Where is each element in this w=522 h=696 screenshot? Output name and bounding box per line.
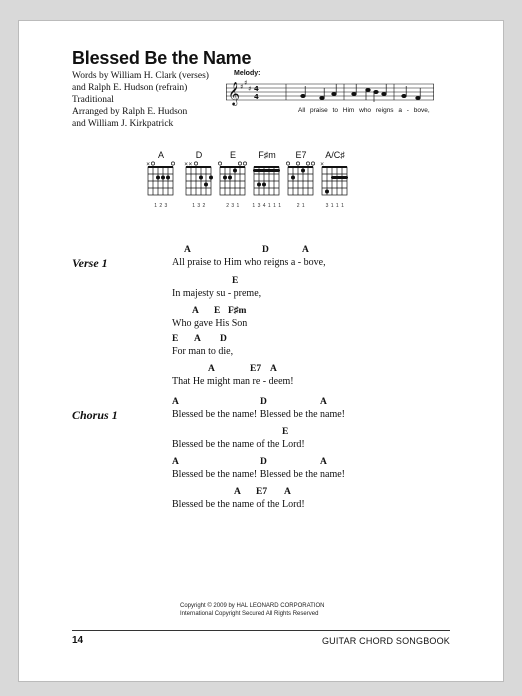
chord-symbol: A xyxy=(270,364,277,374)
chord-symbol: A xyxy=(284,487,291,497)
chord-symbol: A xyxy=(320,397,327,407)
fretboard-grid xyxy=(184,161,214,197)
chord-fingering: 3 1 1 1 xyxy=(325,203,345,209)
credit-line: Arranged by Ralph E. Hudson xyxy=(72,107,188,117)
chord-fingering: 1 3 2 xyxy=(192,203,206,209)
chord-name: A/C♯ xyxy=(325,150,345,160)
lyric-line xyxy=(172,245,326,269)
lyric-text: In majesty su - preme, xyxy=(172,288,262,299)
credit-line: and Ralph E. Hudson (refrain) xyxy=(72,83,188,93)
svg-text:𝄞: 𝄞 xyxy=(228,81,240,105)
fretboard-grid xyxy=(286,161,316,197)
fretboard-grid xyxy=(218,161,248,197)
chord-row xyxy=(172,427,305,439)
chord-diagram-d xyxy=(184,150,214,209)
svg-text:××: ×× xyxy=(184,161,193,168)
melody-lyric: All praise to Him who reigns a - bove, xyxy=(298,107,430,114)
chord-fingering: 1 2 3 xyxy=(154,203,168,209)
melody-staff xyxy=(226,78,436,106)
lyric-text: That He might man re - deem! xyxy=(172,376,294,387)
credit-line: and William J. Kirkpatrick xyxy=(72,119,174,129)
chord-symbol: E7 xyxy=(256,487,268,497)
chord-diagram-a xyxy=(146,150,176,209)
chord-symbol: A xyxy=(172,457,179,467)
section-label-verse: Verse 1 xyxy=(72,256,108,270)
fretboard-grid xyxy=(252,161,282,197)
fretboard-grid xyxy=(146,161,176,197)
chord-symbol: A xyxy=(208,364,215,374)
chord-symbol: D xyxy=(260,457,267,467)
chord-fingering: 2 1 xyxy=(296,203,306,209)
lyric-line xyxy=(172,306,247,330)
svg-text:♯: ♯ xyxy=(240,83,244,91)
copyright-line: International Copyright Secured All Rights Reserved xyxy=(180,611,319,617)
chord-symbol: D xyxy=(220,334,227,344)
svg-text:4: 4 xyxy=(254,93,259,101)
svg-text:×: × xyxy=(320,161,325,168)
chord-diagram-f-sharp-m xyxy=(252,150,282,209)
credit-line: Words by William H. Clark (verses) xyxy=(72,71,209,81)
lyric-line xyxy=(172,276,261,300)
book-title: GUITAR CHORD SONGBOOK xyxy=(321,636,450,646)
lyric-text: All praise to Him who reigns a - bove, xyxy=(172,257,326,268)
lyric-line xyxy=(172,457,345,481)
lyric-text: Blessed be the name! Blessed be the name! xyxy=(172,469,345,480)
svg-text:×: × xyxy=(146,161,151,168)
chord-row xyxy=(172,457,345,469)
chord-name: A xyxy=(157,150,164,160)
chord-row xyxy=(172,245,326,257)
lyric-line xyxy=(172,364,294,388)
chord-row xyxy=(172,397,345,409)
chord-symbol: D xyxy=(262,245,269,255)
lyric-line xyxy=(172,487,305,511)
svg-text:4: 4 xyxy=(254,85,259,93)
page-number: 14 xyxy=(72,635,84,646)
svg-text:♯: ♯ xyxy=(248,85,252,93)
footer-divider xyxy=(72,630,450,631)
chord-diagram-e7 xyxy=(286,150,316,209)
fretboard-grid xyxy=(320,161,350,197)
song-title: Blessed Be the Name xyxy=(72,48,252,68)
copyright-line: Copyright © 2009 by HAL LEONARD CORPORATION xyxy=(180,603,325,609)
chord-symbol: A xyxy=(192,306,199,316)
chord-symbol: A xyxy=(172,397,179,407)
chord-symbol: A xyxy=(320,457,327,467)
melody-label: Melody: xyxy=(234,70,261,77)
chord-row xyxy=(172,487,305,499)
chord-symbol: A xyxy=(184,245,191,255)
chord-symbol: A xyxy=(234,487,241,497)
chord-symbol: E xyxy=(172,334,179,344)
lyric-text: Blessed be the name of the Lord! xyxy=(172,499,305,510)
chord-name: E xyxy=(229,150,236,160)
lyric-text: Blessed be the name! Blessed be the name! xyxy=(172,409,345,420)
chord-row xyxy=(172,364,294,376)
lyric-text: For man to die, xyxy=(172,346,234,357)
chord-symbol: F♯m xyxy=(228,306,247,316)
copyright-notice xyxy=(180,602,324,618)
chord-symbol: E7 xyxy=(250,364,262,374)
chord-fingering: 2 3 1 xyxy=(226,203,240,209)
chord-symbol: A xyxy=(302,245,309,255)
chord-name: D xyxy=(195,150,203,160)
chord-diagram-e xyxy=(218,150,248,209)
chord-fingering: 1 3 4 1 1 1 xyxy=(252,203,282,209)
chord-row xyxy=(172,334,233,346)
chord-symbol: E xyxy=(282,427,289,437)
chord-diagram-a-over-c-sharp xyxy=(320,150,350,209)
chord-name: F♯m xyxy=(258,150,276,160)
chord-symbol: D xyxy=(260,397,267,407)
chord-row xyxy=(172,306,247,318)
section-label-chorus: Chorus 1 xyxy=(72,408,118,422)
chord-row xyxy=(172,276,261,288)
lyric-text: Who gave His Son xyxy=(172,318,248,329)
chord-name: E7 xyxy=(295,150,307,160)
svg-text:♯: ♯ xyxy=(244,79,248,87)
lyric-line xyxy=(172,427,305,451)
chord-symbol: E xyxy=(232,276,239,286)
lyric-line xyxy=(172,334,233,358)
lyric-line xyxy=(172,397,345,421)
credit-line: Traditional xyxy=(72,95,114,105)
credits xyxy=(72,70,209,130)
chord-symbol: E xyxy=(214,306,221,316)
lyric-text: Blessed be the name of the Lord! xyxy=(172,439,305,450)
chord-symbol: A xyxy=(194,334,201,344)
